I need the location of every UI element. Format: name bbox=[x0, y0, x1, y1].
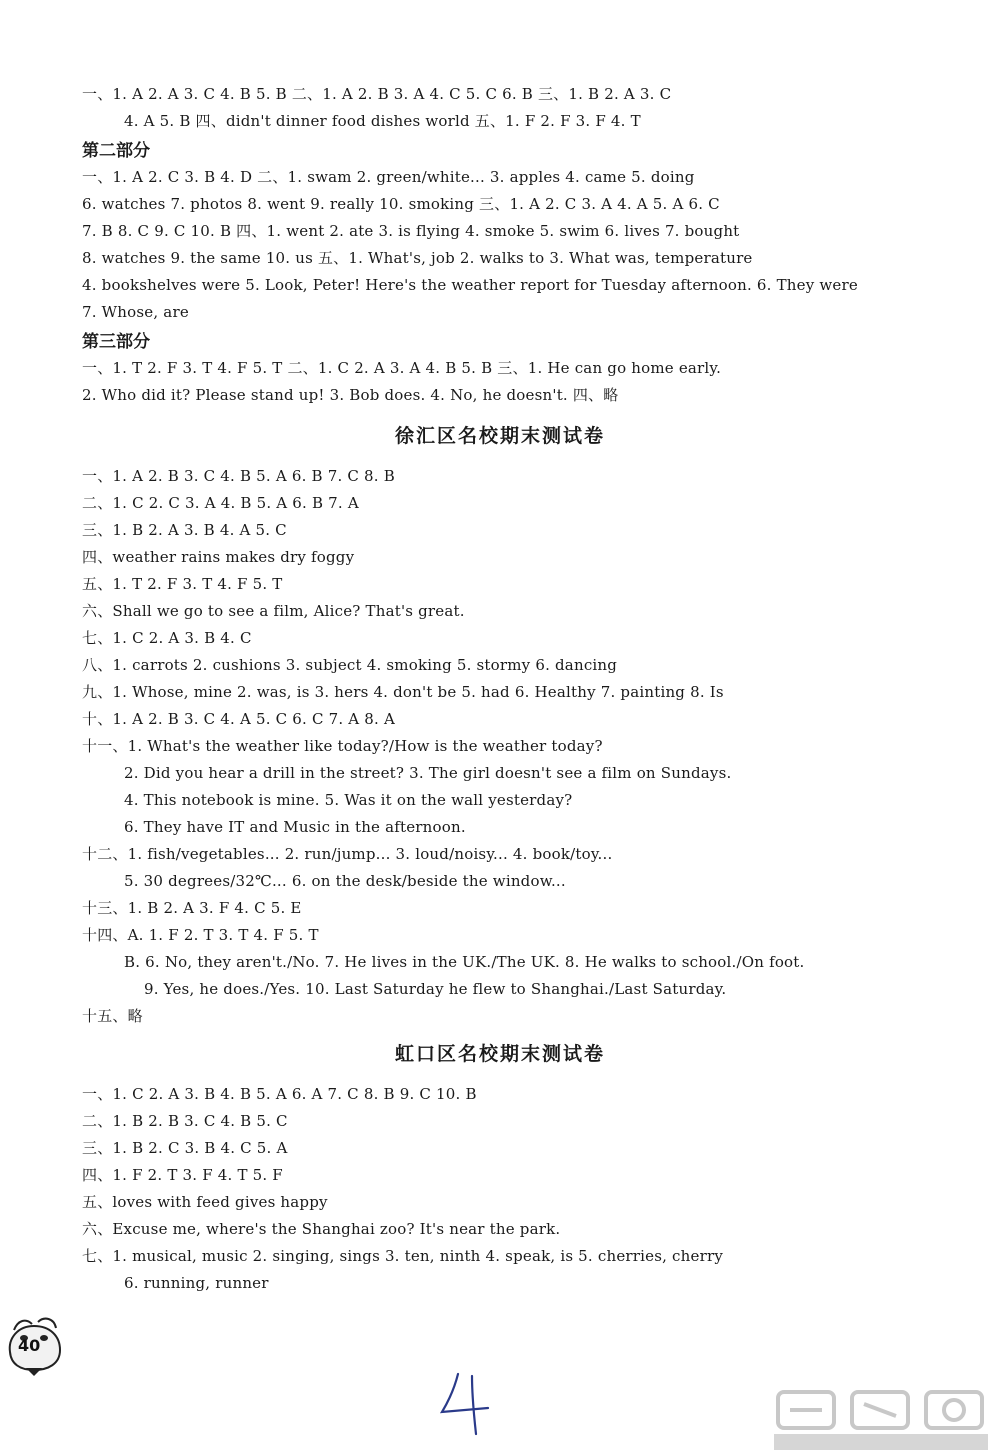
cartoon-mascot-icon bbox=[4, 1308, 78, 1378]
answer-line: 7. B 8. C 9. C 10. B 四、1. went 2. ate 3. is flying 4. smoke 5. swim 6. lives 7. bought bbox=[82, 222, 740, 240]
answer-line: 十三、1. B 2. A 3. F 4. C 5. E bbox=[82, 899, 302, 917]
page-number: 40 bbox=[18, 1336, 41, 1355]
answer-line: 四、1. F 2. T 3. F 4. T 5. F bbox=[82, 1166, 283, 1184]
answer-line: 4. bookshelves were 5. Look, Peter! Here's the weather report for Tuesday afternoon. 6. They were bbox=[82, 276, 858, 294]
answer-line: 八、1. carrots 2. cushions 3. subject 4. smoking 5. stormy 6. dancing bbox=[82, 656, 618, 674]
answer-line: 6. watches 7. photos 8. went 9. really 10. smoking 三、1. A 2. C 3. A 4. A 5. A 6. C bbox=[82, 195, 720, 213]
answer-line: 一、1. A 2. B 3. C 4. B 5. A 6. B 7. C 8. B bbox=[82, 467, 395, 485]
answer-line: 五、1. T 2. F 3. T 4. F 5. T bbox=[82, 575, 283, 593]
answer-line: 一、1. A 2. C 3. B 4. D 二、1. swam 2. green/white... 3. apples 4. came 5. doing bbox=[82, 168, 695, 186]
answer-line: 一、1. T 2. F 3. T 4. F 5. T 二、1. C 2. A 3. A 4. B 5. B 三、1. He can go home early. bbox=[82, 359, 722, 377]
section-title-hongkou: 虹口区名校期末测试卷 bbox=[394, 1043, 605, 1065]
answer-line: 三、1. B 2. A 3. B 4. A 5. C bbox=[82, 521, 287, 539]
answer-line: 一、1. C 2. A 3. B 4. B 5. A 6. A 7. C 8. B 9. C 10. B bbox=[82, 1085, 477, 1103]
handwritten-mark bbox=[436, 1368, 496, 1438]
answer-line: 4. This notebook is mine. 5. Was it on the wall yesterday? bbox=[124, 791, 573, 809]
answer-line: 六、Shall we go to see a film, Alice? That's great. bbox=[82, 602, 465, 620]
answer-line: 四、weather rains makes dry foggy bbox=[82, 548, 355, 566]
answer-line: 一、1. A 2. A 3. C 4. B 5. B 二、1. A 2. B 3. A 4. C 5. C 6. B 三、1. B 2. A 3. C bbox=[82, 85, 672, 103]
handwritten-four-icon bbox=[436, 1368, 496, 1438]
answer-line: 六、Excuse me, where's the Shanghai zoo? It's near the park. bbox=[82, 1220, 561, 1238]
answer-line: 五、loves with feed gives happy bbox=[82, 1193, 328, 1211]
section-title-xuhui: 徐汇区名校期末测试卷 bbox=[394, 425, 605, 447]
answer-line: 7. Whose, are bbox=[82, 303, 189, 321]
section-heading-part-three: 第三部分 bbox=[82, 332, 150, 352]
answer-line: 十一、1. What's the weather like today?/How is the weather today? bbox=[82, 737, 603, 755]
watermark-logo bbox=[770, 1390, 995, 1452]
answer-line: 九、1. Whose, mine 2. was, is 3. hers 4. don't be 5. had 6. Healthy 7. painting 8. Is bbox=[82, 683, 724, 701]
answer-line: 4. A 5. B 四、didn't dinner food dishes world 五、1. F 2. F 3. F 4. T bbox=[124, 112, 641, 130]
section-heading-part-two: 第二部分 bbox=[82, 141, 150, 161]
answer-line: B. 6. No, they aren't./No. 7. He lives in the UK./The UK. 8. He walks to school./On foot. bbox=[124, 953, 805, 971]
answer-line: 2. Did you hear a drill in the street? 3. The girl doesn't see a film on Sundays. bbox=[124, 764, 732, 782]
answer-line: 6. running, runner bbox=[124, 1274, 269, 1292]
answer-line: 6. They have IT and Music in the afternoon. bbox=[124, 818, 466, 836]
answer-line: 2. Who did it? Please stand up! 3. Bob does. 4. No, he doesn't. 四、略 bbox=[82, 386, 619, 404]
answer-line: 十、1. A 2. B 3. C 4. A 5. C 6. C 7. A 8. A bbox=[82, 710, 395, 728]
answer-line: 十二、1. fish/vegetables... 2. run/jump... 3. loud/noisy... 4. book/toy... bbox=[82, 845, 613, 863]
page-number-badge bbox=[4, 1308, 78, 1378]
answer-line: 七、1. musical, music 2. singing, sings 3. ten, ninth 4. speak, is 5. cherries, cherry bbox=[82, 1247, 724, 1265]
answer-line: 9. Yes, he does./Yes. 10. Last Saturday he flew to Shanghai./Last Saturday. bbox=[144, 980, 727, 998]
answer-line: 二、1. B 2. B 3. C 4. B 5. C bbox=[82, 1112, 288, 1130]
answer-line: 十四、A. 1. F 2. T 3. T 4. F 5. T bbox=[82, 926, 319, 944]
answer-line: 8. watches 9. the same 10. us 五、1. What's, job 2. walks to 3. What was, temperature bbox=[82, 249, 753, 267]
answer-line: 十五、略 bbox=[82, 1007, 143, 1025]
watermark-icon bbox=[770, 1390, 995, 1452]
answer-line: 七、1. C 2. A 3. B 4. C bbox=[82, 629, 252, 647]
answer-line: 三、1. B 2. C 3. B 4. C 5. A bbox=[82, 1139, 288, 1157]
answer-line: 二、1. C 2. C 3. A 4. B 5. A 6. B 7. A bbox=[82, 494, 359, 512]
answer-line: 5. 30 degrees/32℃... 6. on the desk/beside the window... bbox=[124, 872, 566, 890]
